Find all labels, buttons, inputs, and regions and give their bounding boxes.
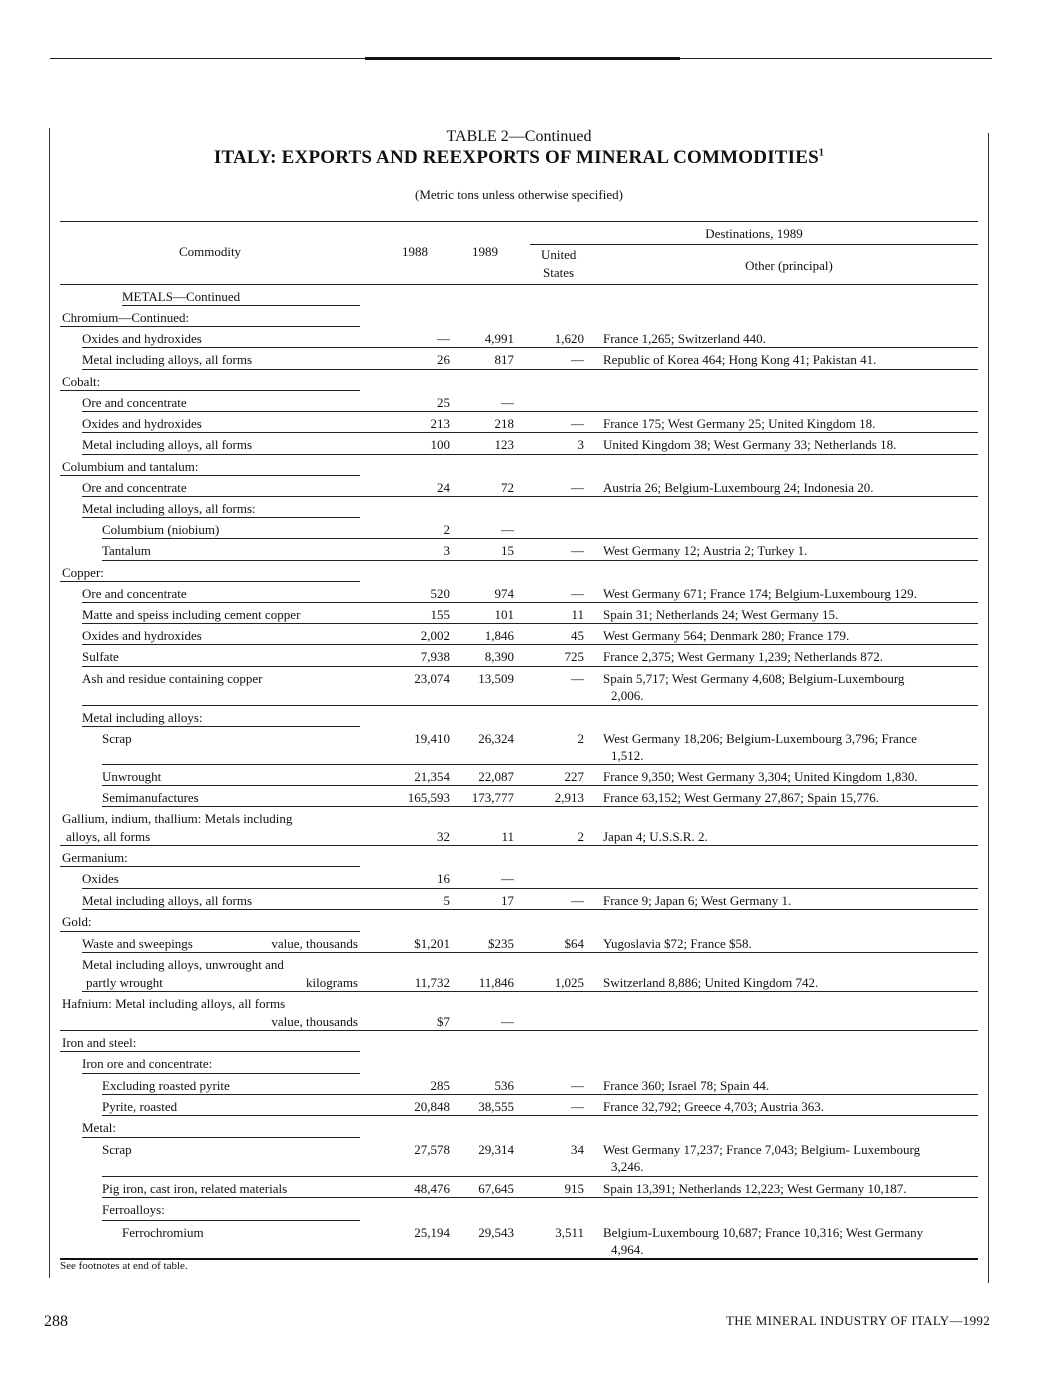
row-12-other: West Germany 12; Austria 2; Turkey 1.: [603, 543, 808, 558]
row-8-label: Columbium and tantalum:: [62, 459, 199, 474]
col-header-1988: 1988: [402, 244, 428, 259]
row-22-label: Semimanufactures: [102, 790, 199, 805]
row-38-label: Ferroalloys:: [102, 1202, 165, 1217]
row-6-other: France 175; West Germany 25; United Kingdom 18.: [603, 416, 876, 431]
row-9-1988: 24: [437, 480, 450, 495]
col-header-destinations: Destinations, 1989: [705, 226, 803, 241]
destinations-rule: [530, 244, 978, 245]
row-14-1989: 974: [494, 586, 514, 601]
row-9-label: Ore and concentrate: [82, 480, 187, 495]
row-11-rule: [102, 538, 978, 539]
row-20-rule: [102, 764, 978, 765]
row-12-1988: 3: [443, 543, 450, 558]
col-header-commodity: Commodity: [178, 244, 242, 259]
row-2-1989: 4,991: [484, 331, 514, 346]
row-32-rule: [82, 1073, 360, 1074]
row-12-rule: [102, 560, 978, 561]
row-26-rule: [82, 909, 978, 910]
row-18-us: —: [571, 671, 584, 686]
row-31-rule: [60, 1051, 360, 1052]
row-18-label: Ash and residue containing copper: [82, 671, 263, 686]
row-18-rule: [82, 705, 978, 706]
row-20-1989: 26,324: [478, 731, 514, 746]
row-12-us: —: [571, 543, 584, 558]
row-11-label: Columbium (niobium): [102, 522, 220, 537]
row-8-rule: [60, 475, 360, 476]
row-17-1988: 7,938: [420, 649, 450, 664]
row-33-us: —: [571, 1078, 584, 1093]
row-14-us: —: [571, 586, 584, 601]
row-26-us: —: [571, 893, 584, 908]
row-19-rule: [82, 726, 360, 727]
row-10-rule: [82, 517, 360, 518]
row-29-rule: [82, 991, 978, 992]
row-18-1988: 23,074: [414, 671, 450, 686]
row-26-1988: 5: [443, 893, 450, 908]
row-5-1988: 25: [437, 395, 450, 410]
row-29-label-line2: partly wrought: [86, 975, 163, 990]
row-32-label: Iron ore and concentrate:: [82, 1056, 213, 1071]
row-28-us: $64: [564, 936, 584, 951]
row-25-1989: —: [501, 871, 514, 886]
row-39-label: Ferrochromium: [122, 1225, 204, 1240]
row-39-1988: 25,194: [414, 1225, 450, 1240]
row-34-label: Pyrite, roasted: [102, 1099, 178, 1114]
col-header-us-line2: States: [543, 265, 575, 280]
row-27-rule: [60, 931, 360, 932]
row-16-other: West Germany 564; Denmark 280; France 179.: [603, 628, 850, 643]
row-17-1989: 8,390: [484, 649, 514, 664]
row-18-other: Spain 5,717; West Germany 4,608; Belgium-Luxembourg: [603, 671, 905, 686]
row-23-label: Gallium, indium, thallium: Metals including: [62, 811, 293, 826]
row-16-1988: 2,002: [420, 628, 450, 643]
row-38-rule: [102, 1220, 360, 1221]
row-15-rule: [82, 623, 978, 624]
row-9-other: Austria 26; Belgium-Luxembourg 24; Indonesia 20.: [603, 480, 874, 495]
row-7-1989: 123: [494, 437, 514, 452]
table-title: [0, 147, 1038, 169]
header-top-rule: [60, 221, 978, 222]
row-16-1989: 1,846: [484, 628, 514, 643]
row-3-rule: [82, 369, 978, 370]
row-39-1989: 29,543: [478, 1225, 514, 1240]
row-26-label: Metal including alloys, all forms: [82, 893, 253, 908]
row-15-us: 11: [571, 607, 584, 622]
row-13-label: Copper:: [62, 565, 104, 580]
row-23-1988: 32: [437, 829, 450, 844]
row-35-label: Metal:: [82, 1120, 116, 1135]
row-5-label: Ore and concentrate: [82, 395, 187, 410]
row-29-us: 1,025: [554, 975, 584, 990]
row-35-rule: [82, 1137, 360, 1138]
row-15-label: Matte and speiss including cement copper: [82, 607, 301, 622]
row-31-label: Iron and steel:: [62, 1035, 137, 1050]
row-12-label: Tantalum: [102, 543, 151, 558]
row-21-rule: [102, 785, 978, 786]
row-21-1989: 22,087: [478, 769, 514, 784]
row-6-us: —: [571, 416, 584, 431]
row-36-rule: [102, 1176, 978, 1177]
row-7-label: Metal including alloys, all forms: [82, 437, 253, 452]
row-30-1988: $7: [437, 1014, 450, 1029]
row-17-us: 725: [564, 649, 584, 664]
row-5-1989: —: [501, 395, 514, 410]
row-24-label: Germanium:: [62, 850, 128, 865]
row-20-1988: 19,410: [414, 731, 450, 746]
row-21-label: Unwrought: [102, 769, 162, 784]
footnote-note: See footnotes at end of table.: [60, 1260, 188, 1272]
row-23-other: Japan 4; U.S.S.R. 2.: [603, 829, 708, 844]
row-22-rule: [102, 806, 978, 807]
row-17-other: France 2,375; West Germany 1,239; Netherlands 872.: [603, 649, 883, 664]
row-26-other: France 9; Japan 6; West Germany 1.: [603, 893, 792, 908]
row-36-other-line2: 3,246.: [611, 1159, 644, 1174]
row-30-unit: value, thousands: [271, 1014, 358, 1029]
row-16-us: 45: [571, 628, 584, 643]
row-14-other: West Germany 671; France 174; Belgium-Luxembourg 129.: [603, 586, 917, 601]
right-margin-rule: [988, 133, 989, 1283]
row-37-us: 915: [564, 1181, 584, 1196]
row-9-1989: 72: [501, 480, 514, 495]
row-29-label: Metal including alloys, unwrought and: [82, 957, 284, 972]
row-36-us: 34: [571, 1142, 584, 1157]
row-16-rule: [82, 644, 978, 645]
row-15-other: Spain 31; Netherlands 24; West Germany 15.: [603, 607, 839, 622]
row-1-label: Chromium—Continued:: [62, 310, 190, 325]
row-4-rule: [60, 390, 360, 391]
row-33-rule: [102, 1094, 978, 1095]
row-33-1988: 285: [430, 1078, 450, 1093]
row-39-us: 3,511: [555, 1225, 584, 1240]
row-19-label: Metal including alloys:: [82, 710, 203, 725]
row-26-1989: 17: [501, 893, 514, 908]
row-25-1988: 16: [437, 871, 450, 886]
row-33-other: France 360; Israel 78; Spain 44.: [603, 1078, 770, 1093]
row-36-other: West Germany 17,237; France 7,043; Belgium- Luxembourg: [603, 1142, 921, 1157]
row-29-unit: kilograms: [306, 975, 358, 990]
row-6-1989: 218: [494, 416, 514, 431]
row-14-rule: [82, 602, 978, 603]
row-37-label: Pig iron, cast iron, related materials: [102, 1181, 288, 1196]
row-17-label: Sulfate: [82, 649, 119, 664]
row-25-rule: [82, 888, 978, 889]
row-17-rule: [82, 666, 978, 667]
row-15-1988: 155: [430, 607, 450, 622]
row-0-label: METALS—Continued: [122, 289, 241, 304]
row-1-rule: [60, 326, 360, 327]
row-12-1989: 15: [501, 543, 514, 558]
row-20-other-line2: 1,512.: [611, 748, 644, 763]
row-28-1988: $1,201: [414, 936, 450, 951]
row-30-1989: —: [501, 1014, 514, 1029]
row-37-other: Spain 13,391; Netherlands 12,223; West Germany 10,187.: [603, 1181, 907, 1196]
row-10-label: Metal including alloys, all forms:: [82, 501, 256, 516]
row-23-us: 2: [577, 829, 584, 844]
row-28-label: Waste and sweepings: [82, 936, 193, 951]
row-29-1988: 11,732: [414, 975, 450, 990]
row-2-1988: —: [437, 331, 450, 346]
page-number: 288: [44, 1313, 68, 1330]
row-3-us: —: [571, 352, 584, 367]
row-7-other: United Kingdom 38; West Germany 33; Netherlands 18.: [603, 437, 897, 452]
row-7-rule: [82, 454, 978, 455]
row-6-label: Oxides and hydroxides: [82, 416, 202, 431]
row-29-1989: 11,846: [478, 975, 514, 990]
row-30-label: Hafnium: Metal including alloys, all forms: [62, 996, 286, 1011]
row-14-1988: 520: [430, 586, 450, 601]
row-39-other: Belgium-Luxembourg 10,687; France 10,316; West Germany: [603, 1225, 924, 1240]
top-rule-accent: [365, 57, 680, 60]
row-3-other: Republic of Korea 464; Hong Kong 41; Pakistan 41.: [603, 352, 877, 367]
row-34-rule: [102, 1115, 978, 1116]
col-header-other: Other (principal): [745, 258, 833, 273]
row-33-1989: 536: [494, 1078, 514, 1093]
row-28-rule: [82, 952, 978, 953]
row-27-label: Gold:: [62, 914, 92, 929]
row-13-rule: [60, 581, 360, 582]
col-header-us-line1: United: [541, 247, 577, 262]
row-25-label: Oxides: [82, 871, 119, 886]
row-18-other-line2: 2,006.: [611, 688, 644, 703]
table-subtitle: (Metric tons unless otherwise specified): [415, 187, 623, 202]
row-9-rule: [82, 496, 978, 497]
row-29-other: Switzerland 8,886; United Kingdom 742.: [603, 975, 819, 990]
row-7-us: 3: [577, 437, 584, 452]
row-34-other: France 32,792; Greece 4,703; Austria 363.: [603, 1099, 824, 1114]
row-3-1988: 26: [437, 352, 450, 367]
row-22-1988: 165,593: [407, 790, 450, 805]
row-36-label: Scrap: [102, 1142, 132, 1157]
row-33-label: Excluding roasted pyrite: [102, 1078, 230, 1093]
left-margin-rule: [49, 128, 50, 1278]
row-37-1989: 67,645: [478, 1181, 514, 1196]
row-22-other: France 63,152; West Germany 27,867; Spain 15,776.: [603, 790, 880, 805]
row-20-other: West Germany 18,206; Belgium-Luxembourg 3,796; France: [603, 731, 917, 746]
col-header-1989: 1989: [472, 244, 498, 259]
row-37-rule: [102, 1197, 978, 1198]
row-28-1989: $235: [488, 936, 514, 951]
row-11-1989: —: [501, 522, 514, 537]
row-22-us: 2,913: [554, 790, 584, 805]
row-3-1989: 817: [494, 352, 514, 367]
row-15-1989: 101: [494, 607, 514, 622]
row-20-us: 2: [577, 731, 584, 746]
row-21-us: 227: [564, 769, 584, 784]
row-2-other: France 1,265; Switzerland 440.: [603, 331, 766, 346]
row-34-1989: 38,555: [478, 1099, 514, 1114]
table-title-text: ITALY: EXPORTS AND REEXPORTS OF MINERAL COMMODITIES: [213, 147, 819, 168]
row-11-1988: 2: [443, 522, 450, 537]
row-7-1988: 100: [430, 437, 450, 452]
row-6-1988: 213: [430, 416, 450, 431]
row-5-rule: [82, 411, 978, 412]
row-16-label: Oxides and hydroxides: [82, 628, 202, 643]
row-24-rule: [60, 866, 360, 867]
row-2-rule: [82, 347, 978, 348]
row-3-label: Metal including alloys, all forms: [82, 352, 253, 367]
row-28-other: Yugoslavia $72; France $58.: [603, 936, 752, 951]
row-4-label: Cobalt:: [62, 374, 101, 389]
row-28-unit: value, thousands: [271, 936, 358, 951]
row-36-1988: 27,578: [414, 1142, 450, 1157]
row-21-other: France 9,350; West Germany 3,304; United Kingdom 1,830.: [603, 769, 918, 784]
row-0-rule: [122, 305, 360, 306]
row-34-us: —: [571, 1099, 584, 1114]
row-37-1988: 48,476: [414, 1181, 450, 1196]
row-6-rule: [82, 432, 978, 433]
header-bottom-rule: [60, 284, 978, 285]
row-23-label-line2: alloys, all forms: [66, 829, 151, 844]
row-21-1988: 21,354: [414, 769, 450, 784]
row-18-1989: 13,509: [478, 671, 514, 686]
title-footnote-marker: 1: [818, 147, 825, 159]
row-22-1989: 173,777: [471, 790, 514, 805]
row-2-us: 1,620: [554, 331, 584, 346]
row-9-us: —: [571, 480, 584, 495]
row-2-label: Oxides and hydroxides: [82, 331, 202, 346]
row-39-other-line2: 4,964.: [611, 1242, 644, 1257]
row-34-1988: 20,848: [414, 1099, 450, 1114]
table-label: TABLE 2—Continued: [446, 128, 592, 145]
row-23-1989: 11: [501, 829, 514, 844]
row-20-label: Scrap: [102, 731, 132, 746]
row-36-1989: 29,314: [478, 1142, 514, 1157]
row-23-rule: [60, 845, 978, 846]
table-bottom-rule: [60, 1258, 978, 1260]
running-title: THE MINERAL INDUSTRY OF ITALY—1992: [726, 1313, 990, 1328]
row-14-label: Ore and concentrate: [82, 586, 187, 601]
row-30-rule: [60, 1030, 978, 1031]
